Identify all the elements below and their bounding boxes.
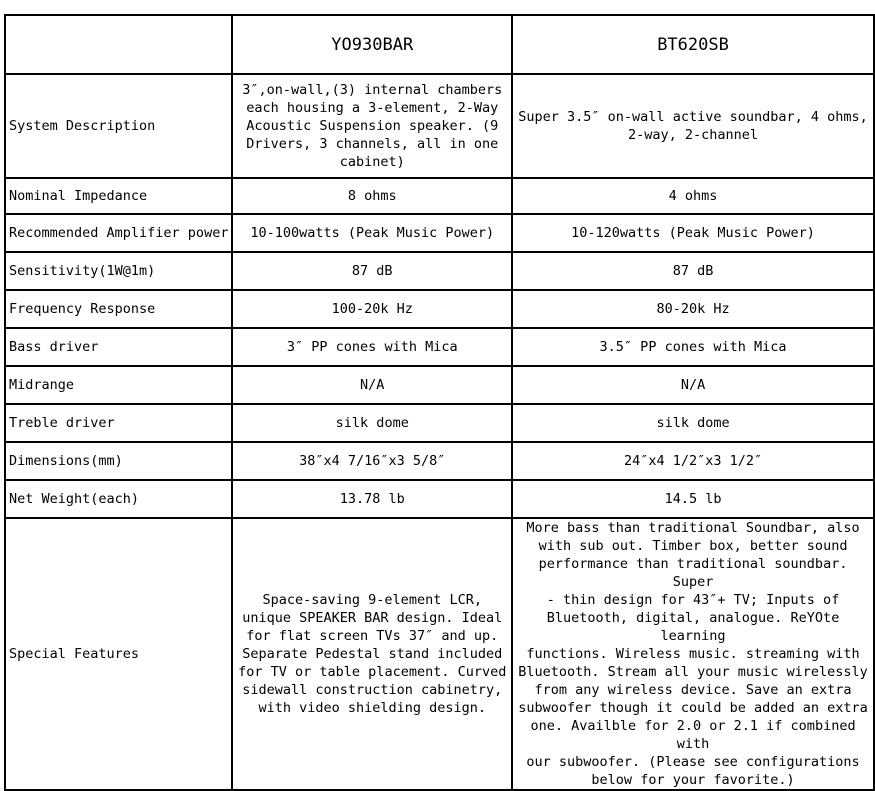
model-a-value: 10-100watts (Peak Music Power) bbox=[232, 214, 512, 252]
row-label: Net Weight(each) bbox=[5, 480, 232, 518]
row-label: Dimensions(mm) bbox=[5, 442, 232, 480]
model-a-value: 87 dB bbox=[232, 252, 512, 290]
model-b-value: 24″x4 1/2″x3 1/2″ bbox=[512, 442, 874, 480]
model-a-value: silk dome bbox=[232, 404, 512, 442]
header-empty-cell bbox=[5, 15, 232, 74]
model-b-value: 87 dB bbox=[512, 252, 874, 290]
header-model-b: BT620SB bbox=[512, 15, 874, 74]
row-label: Midrange bbox=[5, 366, 232, 404]
model-b-value: More bass than traditional Soundbar, also with sub out. Timber box, better sound performance than traditional soundbar. Super - thin design for 43″+ TV; Inputs of Bluetooth, digital, analogue. ReYOte learning functions. Wireless music. streaming with Bluetooth. Stream all your music wirelessly from any wireless device. Save an extra subwoofer though it could be added an extra one. Availble for 2.0 or 2.1 if combined with our subwoofer. (Please see configurations below for your favorite.) bbox=[512, 518, 874, 790]
row-label: Treble driver bbox=[5, 404, 232, 442]
spec-comparison-table bbox=[4, 14, 875, 791]
header-model-a: YO930BAR bbox=[232, 15, 512, 74]
table-row bbox=[5, 214, 874, 252]
model-b-value: 14.5 lb bbox=[512, 480, 874, 518]
table-row bbox=[5, 518, 874, 790]
table-row bbox=[5, 290, 874, 328]
model-a-value: 100-20k Hz bbox=[232, 290, 512, 328]
row-label: Frequency Response bbox=[5, 290, 232, 328]
header-row bbox=[5, 15, 874, 74]
row-label: Bass driver bbox=[5, 328, 232, 366]
model-a-value: 13.78 lb bbox=[232, 480, 512, 518]
table-row bbox=[5, 74, 874, 178]
model-a-value: 3″,on-wall,(3) internal chambers each housing a 3-element, 2-Way Acoustic Suspension speaker. (9 Drivers, 3 channels, all in one cabinet) bbox=[232, 74, 512, 178]
row-label: Sensitivity(1W@1m) bbox=[5, 252, 232, 290]
table-row bbox=[5, 442, 874, 480]
table-row bbox=[5, 404, 874, 442]
model-b-value: Super 3.5″ on-wall active soundbar, 4 ohms, 2-way, 2-channel bbox=[512, 74, 874, 178]
table-row bbox=[5, 366, 874, 404]
table-row bbox=[5, 178, 874, 214]
table-row bbox=[5, 480, 874, 518]
model-a-value: 8 ohms bbox=[232, 178, 512, 214]
model-b-value: 3.5″ PP cones with Mica bbox=[512, 328, 874, 366]
model-b-value: 80-20k Hz bbox=[512, 290, 874, 328]
row-label: Special Features bbox=[5, 518, 232, 790]
model-b-value: N/A bbox=[512, 366, 874, 404]
model-a-value: 3″ PP cones with Mica bbox=[232, 328, 512, 366]
row-label: Recommended Amplifier power bbox=[5, 214, 232, 252]
model-a-value: N/A bbox=[232, 366, 512, 404]
row-label: Nominal Impedance bbox=[5, 178, 232, 214]
model-a-value: Space-saving 9-element LCR, unique SPEAKER BAR design. Ideal for flat screen TVs 37″ and up. Separate Pedestal stand included for TV or table placement. Curved sidewall construction cabinetry, with video shielding design. bbox=[232, 518, 512, 790]
row-label: System Description bbox=[5, 74, 232, 178]
model-a-value: 38″x4 7/16″x3 5/8″ bbox=[232, 442, 512, 480]
model-b-value: 10-120watts (Peak Music Power) bbox=[512, 214, 874, 252]
table-row bbox=[5, 328, 874, 366]
model-b-value: silk dome bbox=[512, 404, 874, 442]
table-row bbox=[5, 252, 874, 290]
model-b-value: 4 ohms bbox=[512, 178, 874, 214]
